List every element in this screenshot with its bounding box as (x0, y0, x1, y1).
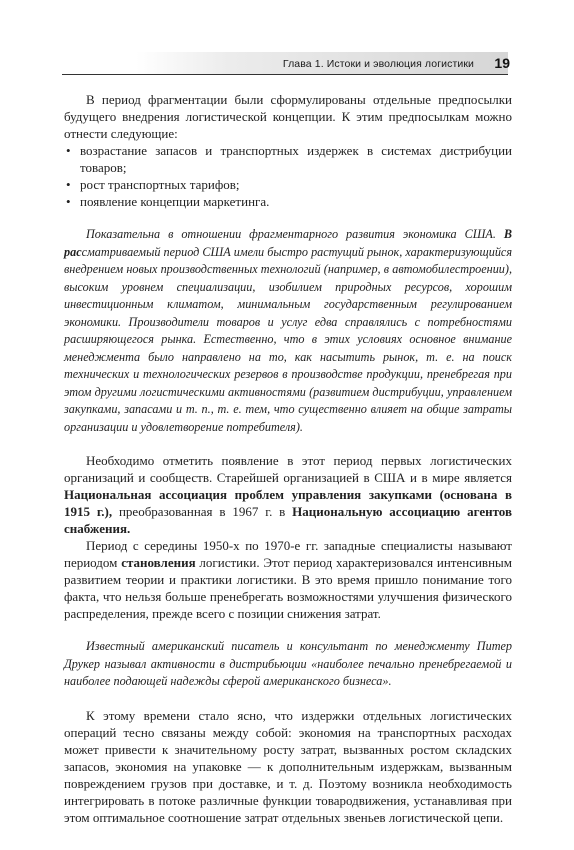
intro-paragraph: В период фрагментации были сформулированы отдельные предпосылки будущего внедрения логистической концепции. К этим предпосылкам можно отнести следующие: (64, 92, 512, 141)
list-item: • возрастание запасов и транспортных издержек в системах дистрибуции товаров; (64, 142, 512, 176)
list-item: • появление концепции маркетинга. (64, 193, 512, 210)
page-body (64, 91, 512, 826)
usa-example-lead: Показательна в отношении фрагментарного развития экономика США. (86, 227, 496, 241)
integration-paragraph: К этому времени стало ясно, что издержки отдельных логистических операций тесно связаны между собой: экономия на транспортных расходах может привести к значительному росту затрат, вызванных ростом складских запасов, экономия на упаковке — к дополнительным издержкам, вызванным повреждением грузов при доставке, и т. д. Поэтому возникла необходимость интегрировать в потоке различные функции товародвижения, устанавливая при этом оптимальное соотношение затрат отдельных звеньев логистической цепи. (64, 707, 512, 825)
supply-agents-association: Национальную ассоциацию агентов снабжения. (64, 504, 512, 536)
purchasing-association: Национальная ассоциация проблем управления закупками (основана в 1915 г.), (64, 487, 512, 519)
formation-period-paragraph (64, 537, 512, 622)
formation-text-1: Период с середины 1950-х по 1970-е гг. западные специалисты называют периодом (64, 538, 512, 570)
usa-example-text: сматриваемый период США имели быстро растущий рынок, характеризующийся внедрением новых производственных технологий (например, в автомобилестроении), высоким уровнем специализации, изобилием природных ресурсов, хорошим инвестиционным климатом, минимальным государственным регулированием экономики. Производители товаров и услуг едва справлялись с потребностями расширяющегося рынка. Естественно, что в этих условиях основное внимание менеджмента было направлено на то, как насытить рынок, т. е. на поиск технических и технологических резервов в производстве продукции, пренебрегая при этом другими логистическими активностями (развитием дистрибуции, управлением закупками, запасами и т. п., т. е. тем, что существенно влияет на общие затраты организации и удовлетворение потребителя). (64, 244, 512, 434)
formation-text-2: логистики. Этот период характеризовался интенсивным развитием теории и практики логистики. В это время пришло понимание того факта, что нельзя больше пренебрегать возможностями улучшения физического распределения, прежде всего с позиции снижения затрат. (64, 555, 512, 621)
associations-text-1: Необходимо отметить появление в этот период первых логистических организаций и сообществ. Старейшей организацией в США и в мире является (64, 453, 512, 485)
usa-example-note (64, 226, 512, 436)
formation-term: становления (121, 555, 196, 570)
associations-paragraph (64, 452, 512, 537)
usa-example-emphasis: В рас (64, 227, 512, 259)
prerequisites-list (64, 142, 512, 210)
drucker-quote: Известный американский писатель и консультант по менеджменту Питер Друкер называл активности в дистрибьюции «наиболее печально пренебрегаемой и наиболее подающей надежды сферой американского бизнеса». (64, 639, 512, 688)
running-header (0, 52, 574, 78)
list-item: • рост транспортных тарифов; (64, 176, 512, 193)
chapter-title: Глава 1. Истоки и эволюция логистики (282, 58, 474, 70)
associations-text-2: преобразованная в 1967 г. в (112, 504, 293, 519)
page-number: 19 (494, 55, 510, 71)
